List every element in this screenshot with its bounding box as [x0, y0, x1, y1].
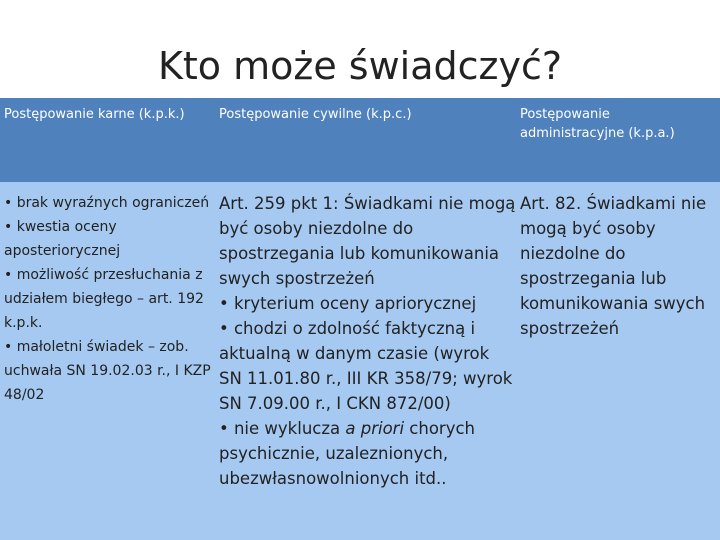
header-text: Postępowanie karne (k.p.k.) [4, 107, 185, 122]
cell-line: spostrzeżeń [520, 319, 620, 338]
cell-line: spostrzegania lub [520, 269, 667, 288]
cell-line: SN 11.01.80 r., III KR 358/79; wyrok [219, 369, 513, 388]
cell-line [219, 416, 515, 441]
cell-line: psychicznie, uzaleznionych, [219, 444, 449, 463]
header-text: Postępowanie cywilne (k.p.c.) [219, 107, 412, 122]
cell-line: ubezwłasnowolnionych itd.. [219, 469, 447, 488]
cell-line: aktualną w danym czasie (wyrok [219, 344, 490, 363]
cell-line: swych spostrzeżeń [219, 269, 375, 288]
cell-administrative [520, 191, 716, 341]
comparison-table [0, 98, 720, 540]
cell-line: 48/02 [4, 387, 45, 403]
line-prefix: • nie wyklucza [219, 419, 346, 438]
cell-line: udziałem biegłego – art. 192 [4, 291, 204, 307]
slide-title: Kto może świadczyć? [157, 44, 563, 88]
table-header-row [0, 98, 720, 182]
cell-line: k.p.k. [4, 315, 43, 331]
cell-line: SN 7.09.00 r., I CKN 872/00) [219, 394, 451, 413]
cell-criminal [4, 191, 216, 407]
cell-line: • kryterium oceny apriorycznej [219, 294, 477, 313]
line-suffix: chorych [404, 419, 475, 438]
cell-line: spostrzegania lub komunikowania [219, 244, 500, 263]
cell-line: Art. 259 pkt 1: Świadkami nie mogą [219, 194, 516, 213]
header-criminal [4, 105, 216, 124]
cell-line: Art. 82. Świadkami nie [520, 194, 707, 213]
header-civil [219, 105, 515, 124]
cell-line: niezdolne do [520, 244, 626, 263]
header-administrative [520, 105, 716, 143]
header-text: Postępowanie [520, 107, 610, 122]
cell-line: • brak wyraźnych ograniczeń [4, 195, 210, 211]
cell-civil [219, 191, 515, 491]
header-text: administracyjne (k.p.a.) [520, 126, 675, 141]
cell-line: być osoby niezdolne do [219, 219, 414, 238]
cell-line: mogą być osoby [520, 219, 656, 238]
cell-line: • chodzi o zdolność faktyczną i [219, 319, 476, 338]
cell-line: komunikowania swych [520, 294, 706, 313]
cell-line: uchwała SN 19.02.03 r., I KZP [4, 363, 211, 379]
cell-line: • możliwość przesłuchania z [4, 267, 203, 283]
cell-line: aposteriorycznej [4, 243, 121, 259]
cell-line: • kwestia oceny [4, 219, 117, 235]
italic-term: a priori [345, 419, 405, 438]
cell-line: • małoletni świadek – zob. [4, 339, 189, 355]
